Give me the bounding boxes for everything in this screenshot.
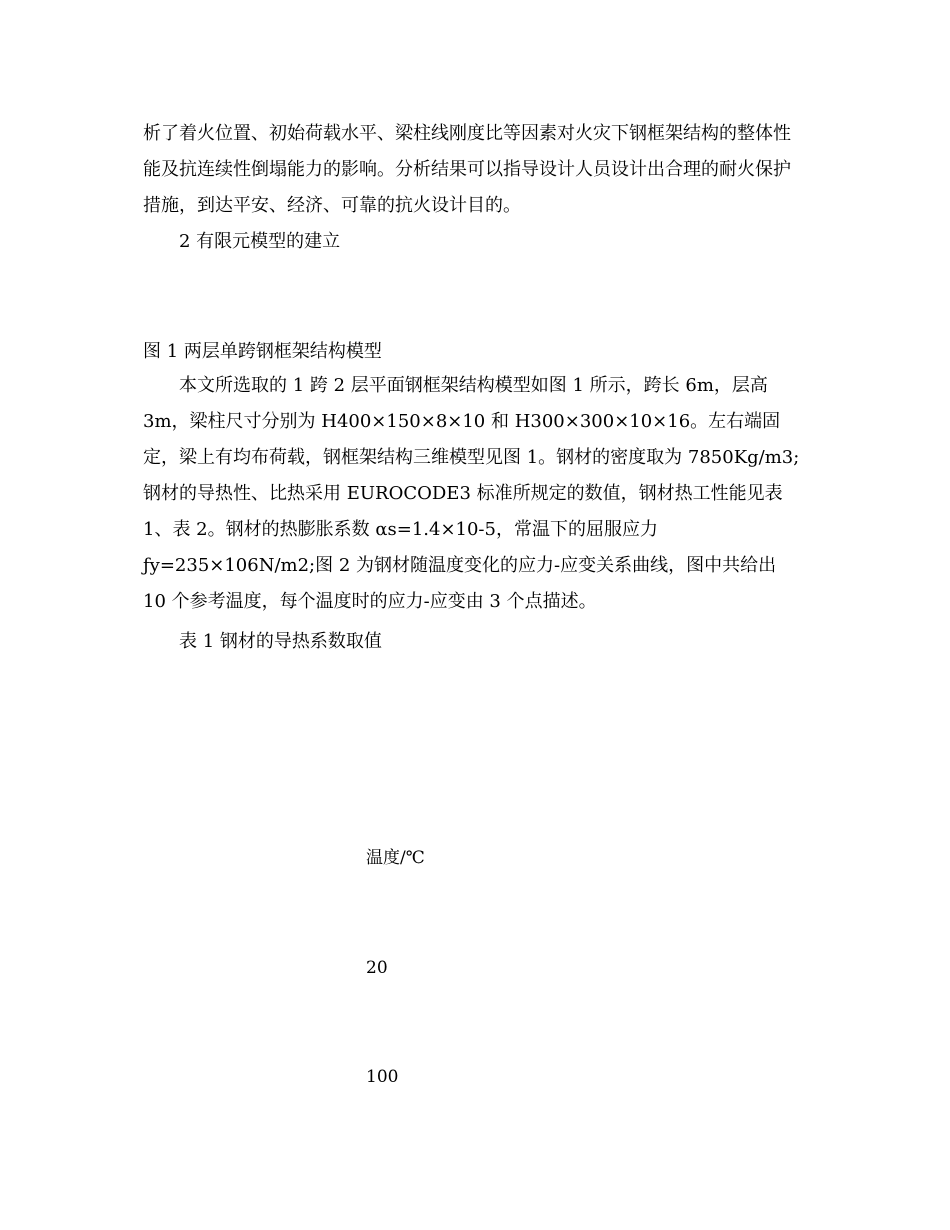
table-cell: 100 — [366, 1067, 399, 1087]
figure-caption: 图 1 两层单跨钢框架结构模型 — [143, 341, 382, 362]
table-caption: 表 1 钢材的导热系数取值 — [179, 631, 382, 652]
intro-paragraph: 析了着火位置、初始荷载水平、梁柱线刚度比等因素对火灾下钢框架结构的整体性能及抗连续性倒塌能力的影响。分析结果可以指导设计人员设计出合理的耐火保护措施，到达平安、经济、可靠的抗火设计目的。 — [143, 123, 791, 216]
section-heading: 2 有限元模型的建立 — [179, 231, 341, 252]
table-header-cell: 温度/℃ — [366, 848, 425, 868]
table-cell: 20 — [366, 958, 388, 978]
model-description-paragraph: 本文所选取的 1 跨 2 层平面钢框架结构模型如图 1 所示，跨长 6m，层高 3m，梁柱尺寸分别为 H400×150×8×10 和 H300×300×10×16。左右端固定，梁上有均布荷载，钢框架结构三维模型见图 1。钢材的密度取为 7850Kg/m3;钢材的导热性、比热采用 EUROCODE3 标准所规定的数值，钢材热工性能见表 1、表 2。钢材的热膨胀系数 αs=1.4×10-5，常温下的屈服应力 ƒy=235×106N/m2;图 2 为钢材随温度变化的应力-应变关系曲线，图中共给出 10 个参考温度，每个温度时的应力-应变由 3 个点描述。 — [143, 375, 800, 612]
